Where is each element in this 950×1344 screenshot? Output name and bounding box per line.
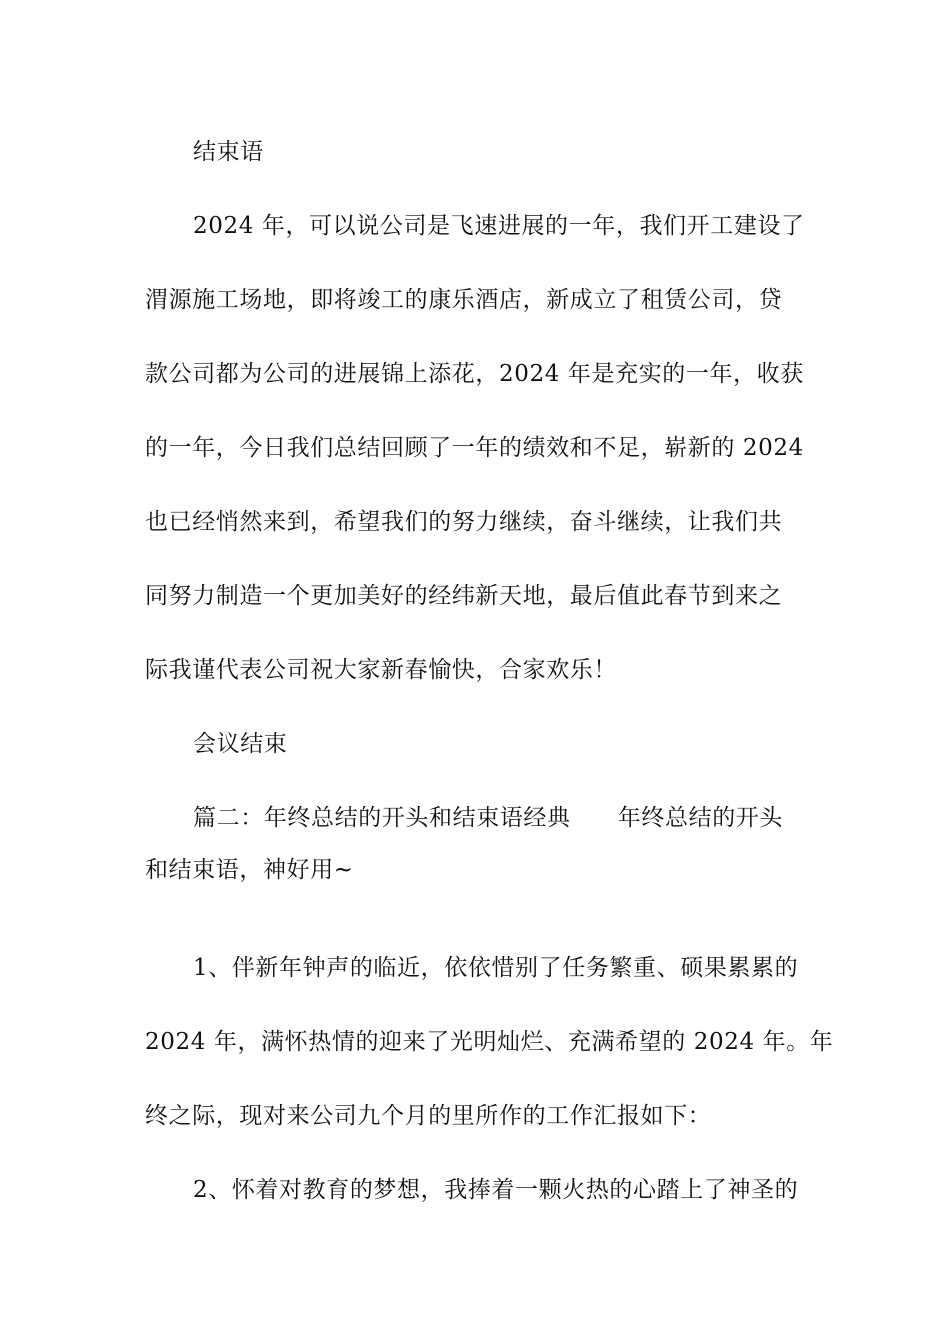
paragraph-line: 同努力制造一个更加美好的经纬新天地，最后值此春节到来之 [145,583,783,609]
paragraph-line: 际我谨代表公司祝大家新春愉快，合家欢乐！ [145,657,617,683]
list-item-line: 1、伴新年钟声的临近，依依惜别了任务繁重、硕果累累的 [193,955,799,981]
list-item-line: 终之际，现对来公司九个月的里所作的工作汇报如下： [145,1103,712,1129]
chapter-title-line: 篇二：年终总结的开头和结束语经典 年终总结的开头 [193,805,783,831]
paragraph-line: 渭源施工场地，即将竣工的康乐酒店，新成立了租赁公司，贷 [145,287,783,313]
paragraph-line: 2024 年，可以说公司是飞速进展的一年，我们开工建设了 [193,213,805,239]
paragraph-line: 也已经悄然来到，希望我们的努力继续，奋斗继续，让我们共 [145,509,783,535]
chapter-title-line: 和结束语，神好用~ [145,857,354,883]
paragraph-line: 的一年，今日我们总结回顾了一年的绩效和不足，崭新的 2024 [145,435,804,461]
section-heading-closing: 结束语 [193,139,264,165]
list-item-line: 2、怀着对教育的梦想，我捧着一颗火热的心踏上了神圣的 [193,1177,799,1203]
meeting-end-line: 会议结束 [193,731,288,757]
paragraph-line: 款公司都为公司的进展锦上添花，2024 年是充实的一年，收获 [145,361,804,387]
list-item-line: 2024 年，满怀热情的迎来了光明灿烂、充满希望的 2024 年。年 [145,1029,834,1055]
